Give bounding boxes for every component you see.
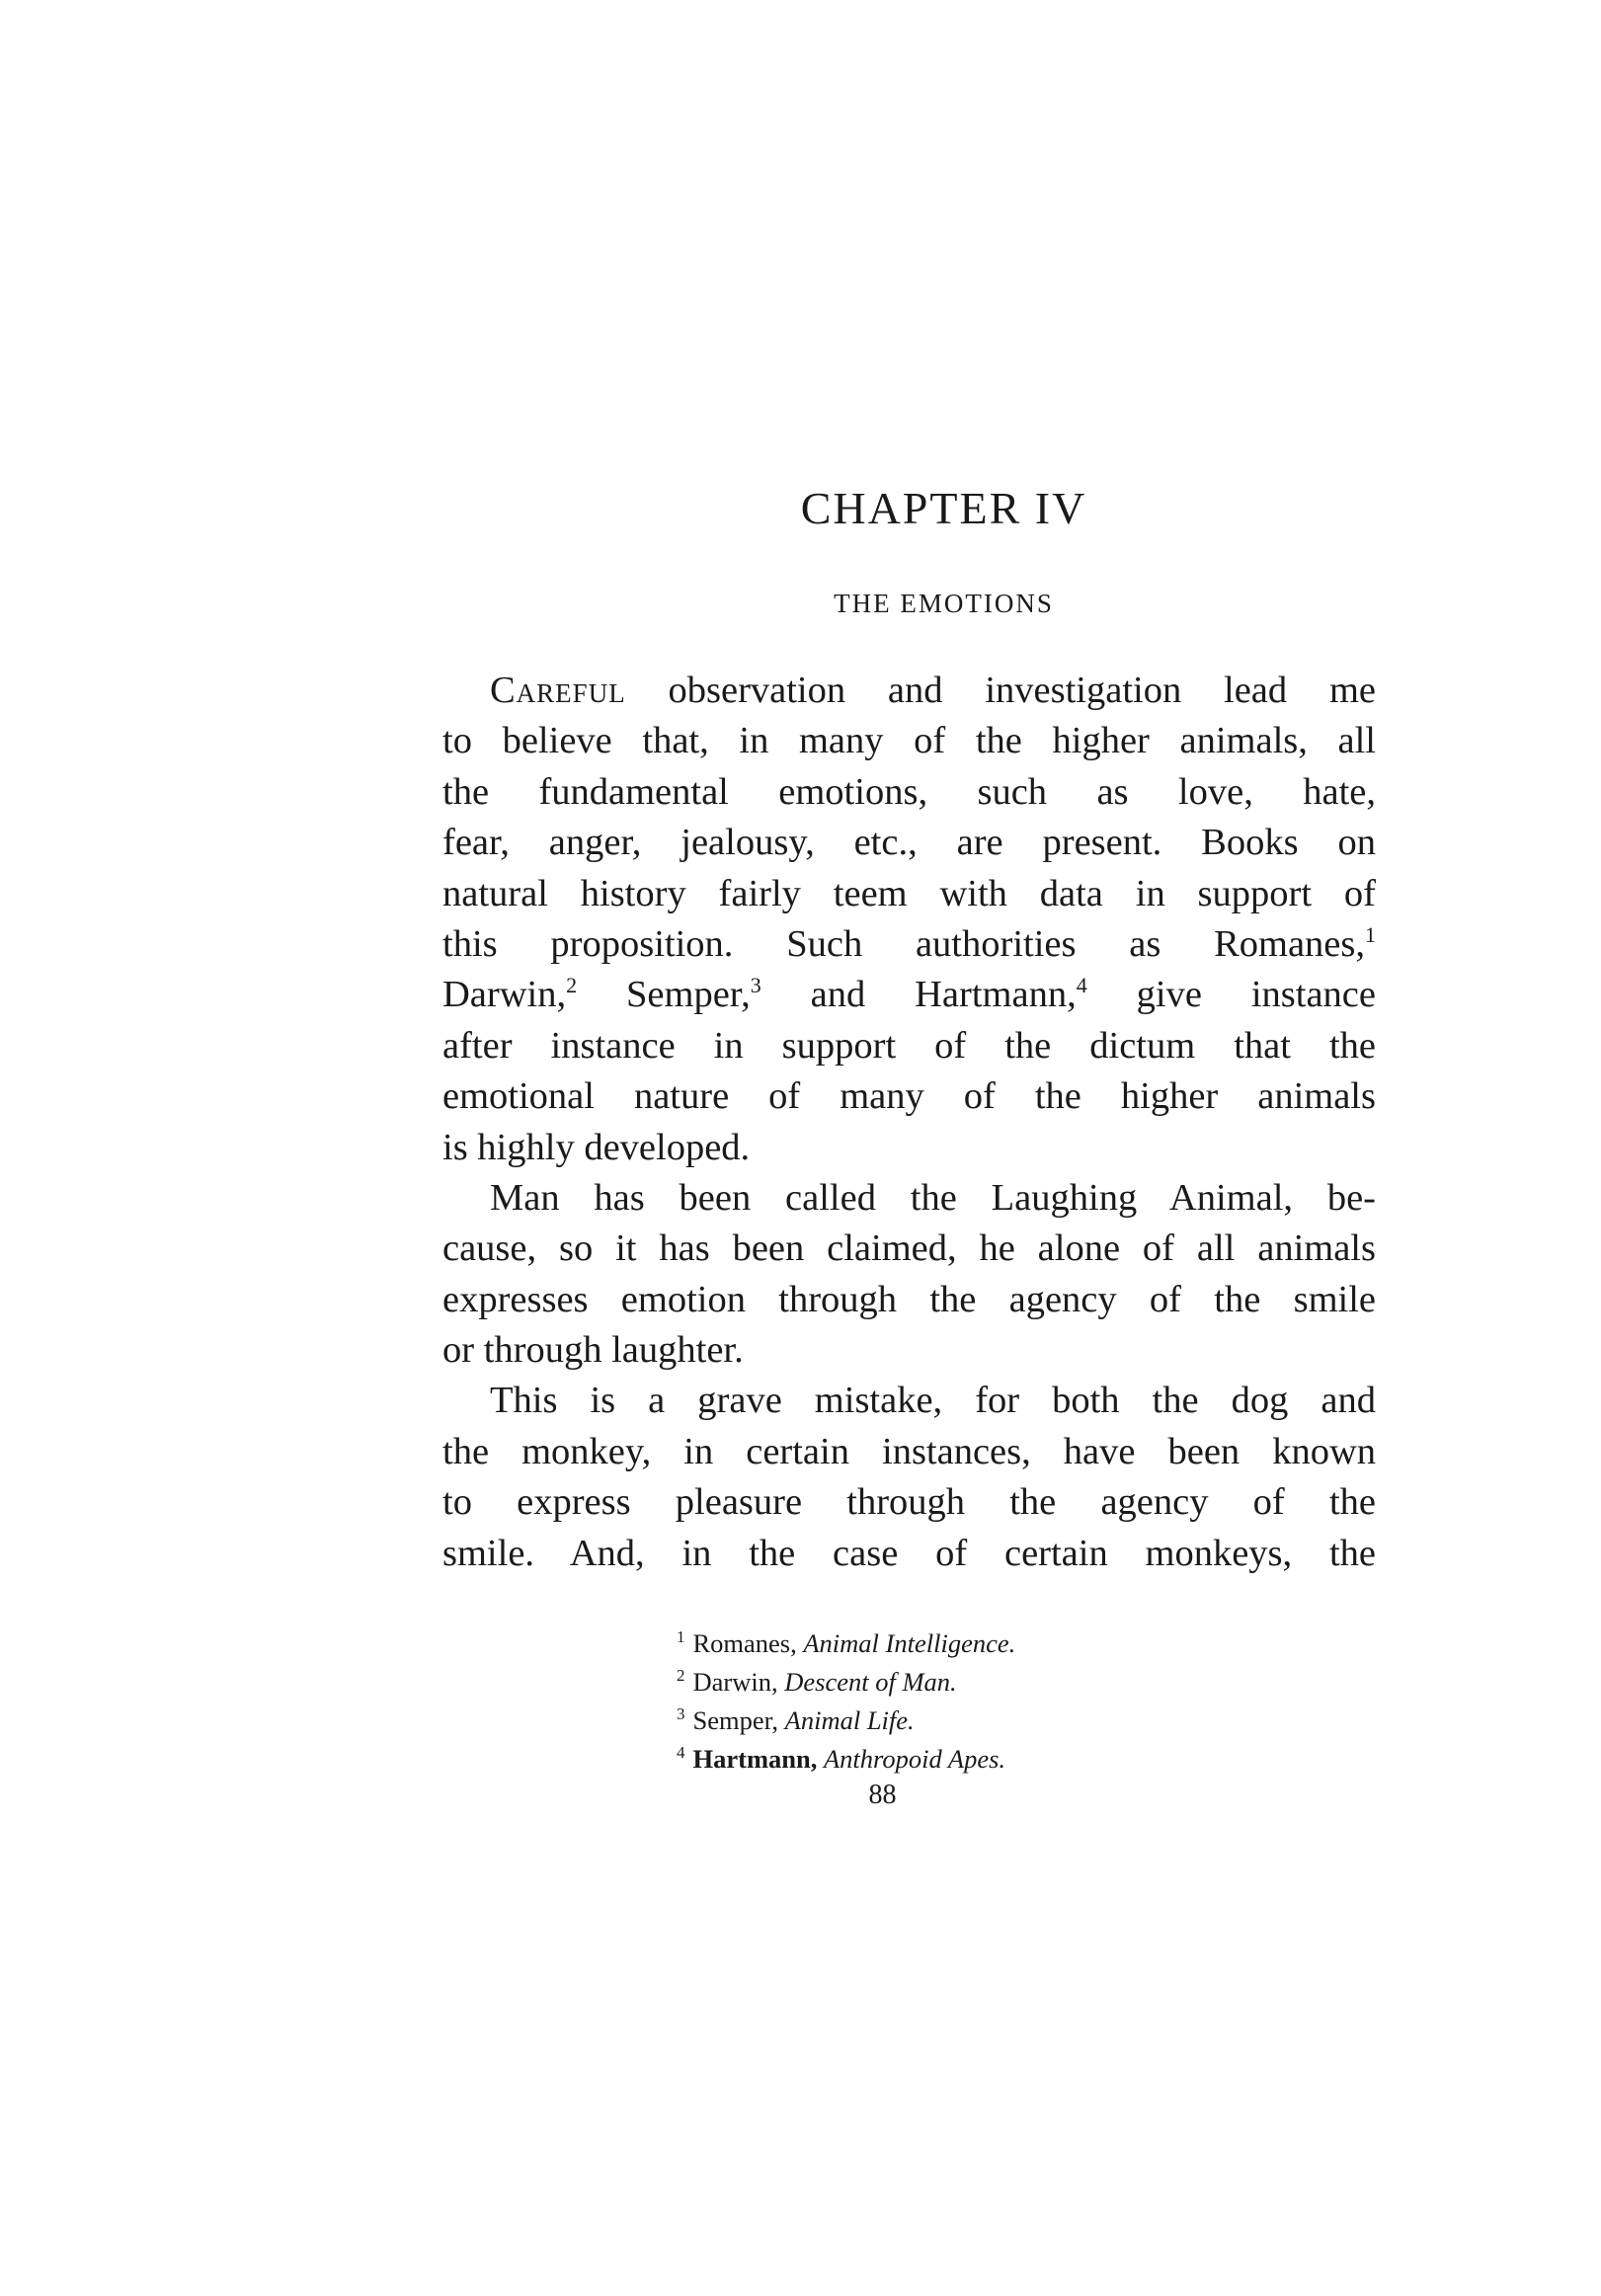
text-line: Careful observation and investigation lead me bbox=[490, 670, 1376, 711]
text-line: fear, anger, jealousy, etc., are present. Books on bbox=[442, 822, 1376, 864]
footnote: $^4$ Hartmann, Anthropoid Apes. bbox=[677, 1743, 1006, 1774]
page-number: 88 bbox=[868, 1780, 897, 1810]
lead-word: Careful bbox=[490, 670, 626, 711]
text-line: Man has been called the Laughing Animal, be- bbox=[490, 1176, 1376, 1219]
text-line: to believe that, in many of the higher animals, all bbox=[442, 720, 1376, 762]
text-line: smile. And, in the case of certain monkeys, the bbox=[442, 1532, 1376, 1574]
text-line: the fundamental emotions, such as love, hate, bbox=[442, 770, 1376, 813]
text-line: natural history fairly teem with data in support of bbox=[442, 872, 1376, 914]
chapter-subtitle: THE EMOTIONS bbox=[834, 589, 1054, 618]
text-line: Darwin,$^2$ Semper,$^3$ and Hartmann,$^4$ give instance bbox=[442, 973, 1376, 1016]
text-line: to express pleasure through the agency of the bbox=[442, 1481, 1376, 1524]
footnote-ref: 3 bbox=[750, 973, 761, 998]
text-line: after instance in support of the dictum that the bbox=[442, 1024, 1376, 1067]
footnote-ref: 2 bbox=[566, 973, 578, 998]
chapter-title: CHAPTER IV bbox=[800, 483, 1087, 533]
footnote: $^3$ Semper, Animal Life. bbox=[677, 1704, 915, 1735]
text-line: emotional nature of many of the higher animals bbox=[442, 1075, 1376, 1118]
text-line: this proposition. Such authorities as Romanes,$^1$ bbox=[442, 921, 1376, 965]
footnote-ref: 4 bbox=[1076, 973, 1087, 998]
footnotes bbox=[677, 1618, 1190, 1772]
footnote-ref: 1 bbox=[1365, 921, 1376, 947]
text-line: or through laughter. bbox=[442, 1329, 744, 1372]
text-line: the monkey, in certain instances, have been known bbox=[442, 1430, 1376, 1472]
text-line: expresses emotion through the agency of the smile bbox=[442, 1278, 1376, 1320]
text-line: is highly developed. bbox=[442, 1126, 751, 1168]
text-line: cause, so it has been claimed, he alone of all animals bbox=[442, 1227, 1376, 1270]
footnote: $^2$ Darwin, Descent of Man. bbox=[677, 1666, 957, 1697]
body-text bbox=[442, 666, 1376, 1579]
footnote: $^1$ Romanes, Animal Intelligence. bbox=[677, 1627, 1016, 1658]
text-line: This is a grave mistake, for both the dog and bbox=[490, 1380, 1376, 1422]
